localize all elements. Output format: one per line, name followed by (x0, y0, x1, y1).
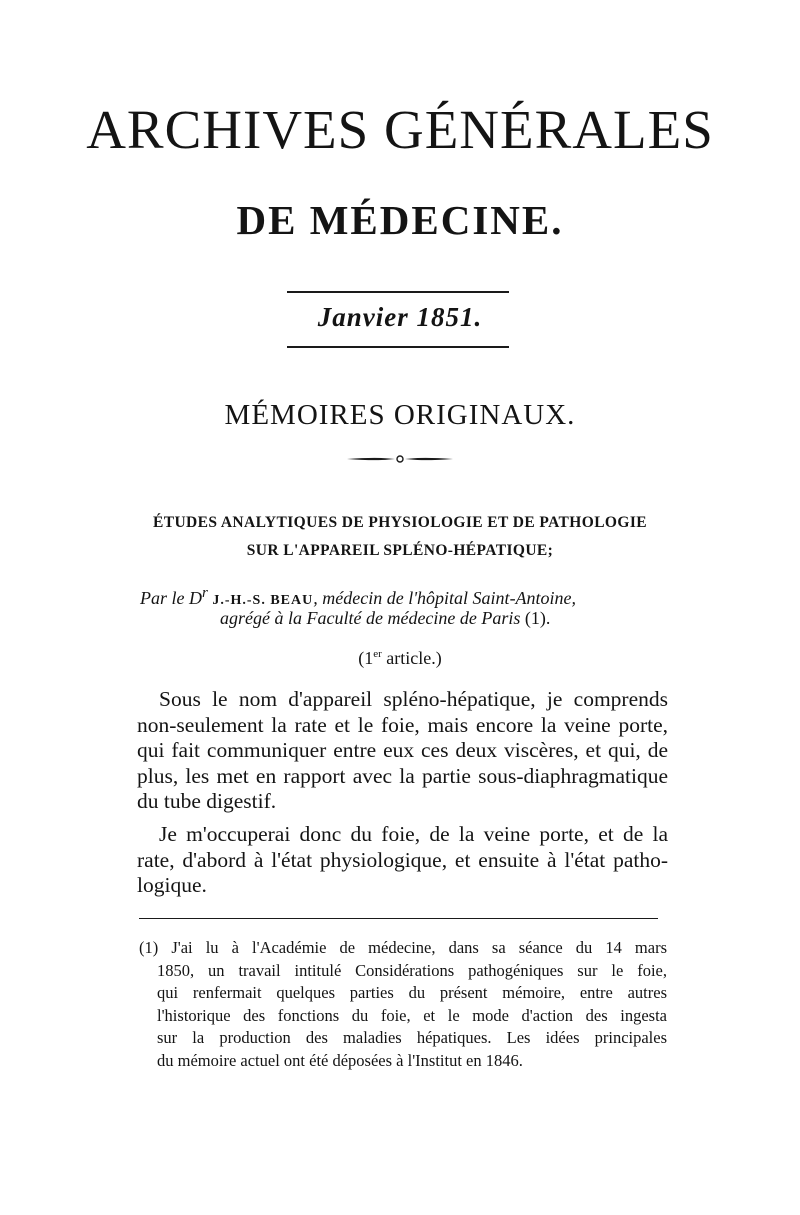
rule-bottom (287, 346, 509, 348)
text-line: Sous le nom d'appareil spléno-hépatique, je comprends (159, 687, 668, 711)
byline-sup: r (202, 585, 208, 601)
issue-date: Janvier 1851. (317, 302, 483, 332)
footnote (139, 937, 667, 1072)
journal-title-line1: ARCHIVES GÉNÉRALES (86, 99, 714, 160)
footnote-line: (1) J'ai lu à l'Académie de médecine, dans sa séance du 14 mars (139, 938, 667, 957)
footnote-line: 1850, un travail intitulé Considérations pathogéniques sur le foie, (157, 960, 667, 980)
ornament-divider (0, 452, 800, 472)
text-line: Je m'occuperai donc du foie, de la veine porte, et de la (159, 822, 668, 846)
author-affiliation-1: , médecin de l'hôpital Saint-Antoine, (313, 588, 577, 608)
text-line: non-seulement la rate et le foie, mais encore la veine porte, (137, 712, 668, 737)
text-line: logique. (137, 873, 207, 897)
author-name: J.-H.-S. BEAU (212, 593, 314, 608)
footnote-line: sur la production des maladies hépatiques. Les idées principales (157, 1028, 667, 1047)
footnote-ref: (1). (520, 608, 551, 628)
article-title-line1: ÉTUDES ANALYTIQUES DE PHYSIOLOGIE ET DE PATHOLOGIE (152, 514, 648, 531)
footnote-line: l'historique des fonctions du foie, et le mode d'action des ingesta (157, 1005, 667, 1025)
byline-continued (220, 606, 700, 630)
text-line: qui fait communiquer entre eux ces deux viscères, et qui, de (137, 738, 668, 762)
paragraph-1 (137, 687, 668, 815)
ornament-icon (345, 452, 455, 466)
footnote-rule (139, 918, 658, 919)
text-line: plus, les met en rapport avec la partie sous-diaphragmatique (137, 763, 668, 788)
installment-label: (1er article.) (358, 648, 442, 668)
byline-prefix: Par le D (140, 588, 202, 608)
paragraph-2 (137, 822, 668, 899)
footnote-line: du mémoire actuel ont été déposées à l'Institut en 1846. (157, 1050, 523, 1070)
section-title: MÉMOIRES ORIGINAUX. (224, 399, 576, 431)
footnote-line: qui renfermait quelques parties du présent mémoire, entre autres (157, 983, 667, 1002)
journal-title-line2: DE MÉDECINE. (236, 197, 564, 243)
article-title-line2: SUR L'APPAREIL SPLÉNO-HÉPATIQUE; (246, 542, 554, 559)
rule-top (287, 291, 509, 293)
text-line: rate, d'abord à l'état physiologique, et ensuite à l'état patho- (137, 847, 668, 872)
author-affiliation-2: agrégé à la Faculté de médecine de Paris (220, 608, 521, 628)
text-line: du tube digestif. (137, 789, 277, 813)
